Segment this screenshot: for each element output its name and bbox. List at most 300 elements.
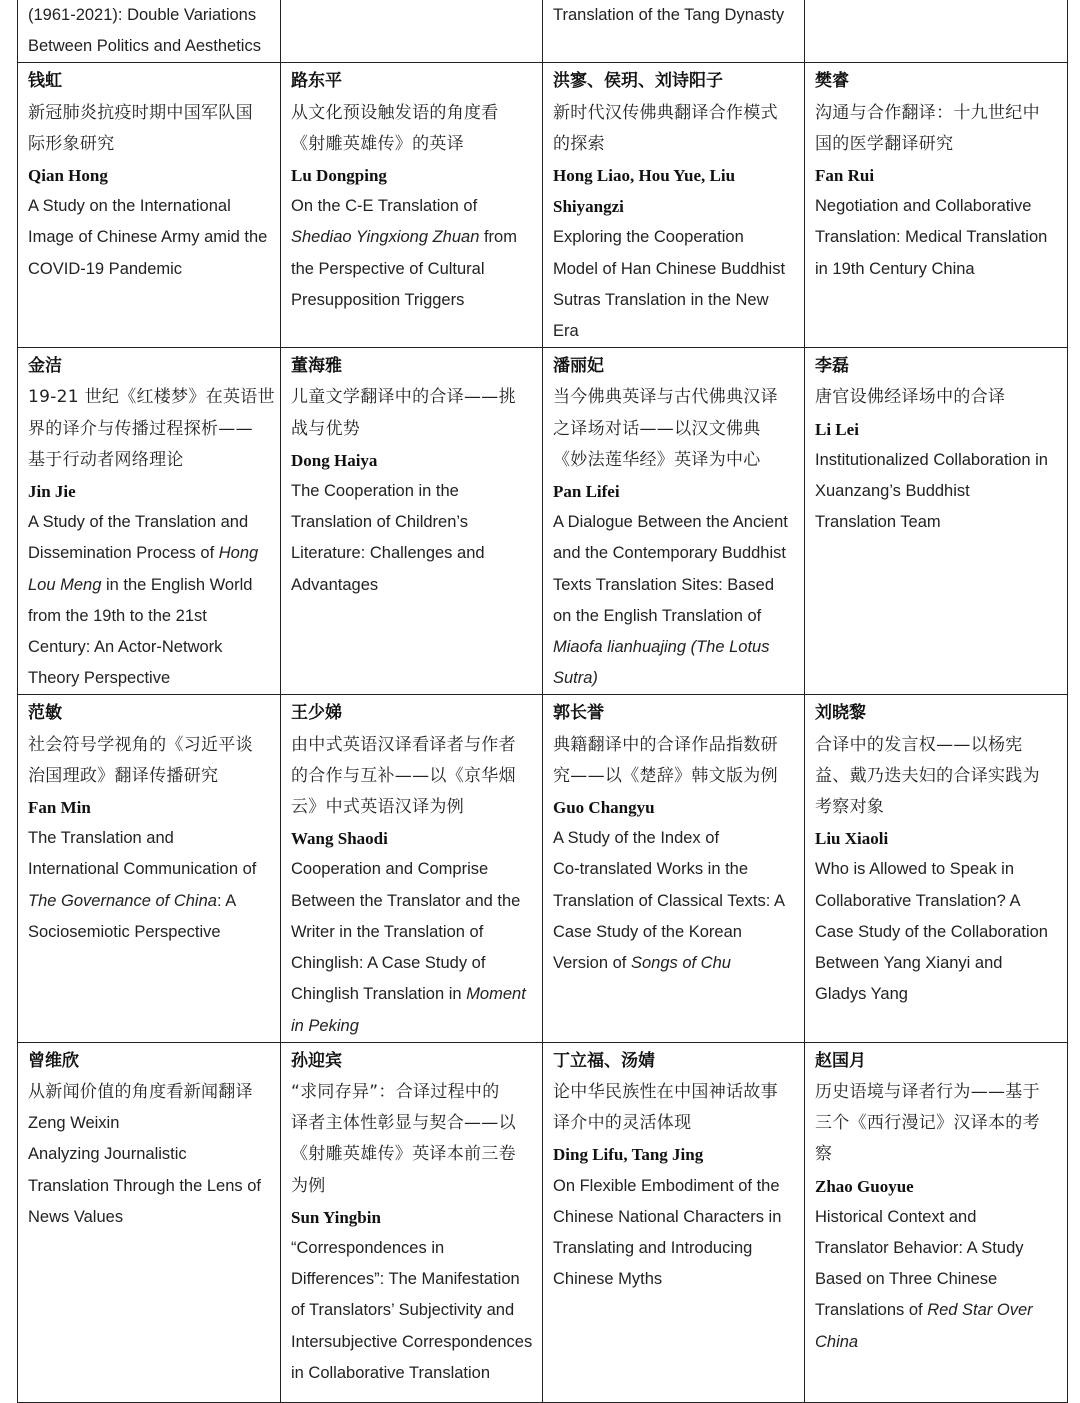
title-zh	[28, 414, 272, 445]
paper-entry-cell	[18, 1042, 281, 1402]
title-zh	[291, 1077, 534, 1108]
title-zh	[28, 445, 272, 476]
author-name-zh	[28, 698, 272, 729]
text-segment: Co-translated Works in the	[553, 860, 749, 879]
italic-title-text: The Governance of China	[28, 891, 217, 910]
text-segment: and the Contemporary Buddhist	[553, 544, 786, 563]
text-segment: 《射雕英雄传》的英译	[291, 133, 464, 154]
text-segment: Presupposition Triggers	[291, 290, 465, 309]
text-segment: from	[479, 228, 517, 247]
text-segment: Translation Team	[815, 513, 941, 532]
text-segment: Translator Behavior: A Study	[815, 1238, 1024, 1257]
title-zh	[815, 1139, 1059, 1170]
paper-entry-cell	[805, 0, 1068, 63]
title-en	[815, 507, 1059, 538]
paper-entry-cell	[805, 63, 1068, 348]
text-segment: Negotiation and Collaborative	[815, 197, 1032, 216]
title-zh	[28, 382, 275, 413]
author-name-zh	[815, 698, 1059, 729]
author-name-zh	[815, 66, 1059, 97]
paper-entry-cell	[543, 348, 805, 695]
text-segment: 孙迎宾	[291, 1050, 342, 1071]
author-name-en	[815, 160, 1059, 191]
title-zh	[815, 1108, 1059, 1139]
text-segment: 钱虹	[28, 71, 62, 92]
text-segment: 云》中式英语汉译为例	[291, 797, 464, 818]
text-segment: Ding Lifu, Tang Jing	[553, 1145, 704, 1165]
table-row	[18, 348, 1068, 695]
author-name-zh	[291, 351, 534, 382]
text-segment: The Translation and	[28, 829, 174, 848]
text-segment: 论中华民族性在中国神话故事	[553, 1081, 778, 1102]
title-en	[28, 1171, 272, 1202]
text-segment: Exploring the Cooperation	[553, 228, 744, 247]
text-segment: Case Study of the Collaboration	[815, 922, 1048, 941]
title-zh	[553, 414, 796, 445]
title-en	[815, 1327, 1059, 1358]
title-en	[553, 917, 796, 948]
text-segment: 际形象研究	[28, 133, 115, 154]
text-segment: Intersubjective Correspondences	[291, 1332, 533, 1351]
title-en	[291, 1011, 534, 1042]
italic-title-text: Hong	[218, 544, 259, 563]
title-en	[28, 1139, 272, 1170]
text-segment: Literature: Challenges and	[291, 544, 485, 563]
italic-title-text: Miaofa lianhuajing (The Lotus	[553, 638, 770, 657]
paper-entry-cell	[18, 348, 281, 695]
title-en	[28, 663, 272, 694]
title-zh	[28, 730, 272, 761]
title-en	[553, 854, 796, 885]
title-en	[553, 316, 796, 347]
table-row	[18, 695, 1068, 1042]
title-zh	[28, 129, 272, 160]
title-en	[815, 1295, 1059, 1326]
author-name-en	[291, 1202, 534, 1233]
text-segment: On Flexible Embodiment of the	[553, 1176, 780, 1195]
paper-entry-cell	[543, 63, 805, 348]
text-segment: A Study of the Translation and	[28, 513, 249, 532]
title-zh	[553, 1108, 796, 1139]
text-segment: Collaborative Translation? A	[815, 891, 1021, 910]
text-segment: Dissemination Process of	[28, 544, 219, 563]
italic-title-text: Shediao Yingxiong Zhuan	[291, 228, 480, 247]
text-segment: Dong Haiya	[291, 450, 378, 470]
text-segment: 察	[815, 1144, 833, 1165]
title-en	[28, 854, 272, 885]
author-name-zh	[28, 351, 272, 382]
text-segment: 考察对象	[815, 797, 885, 818]
text-segment: Translation Through the Lens of	[28, 1176, 261, 1195]
title-zh	[28, 98, 272, 129]
italic-title-text: Songs of Chu	[630, 954, 731, 973]
text-segment: Translation of Children’s	[291, 513, 469, 532]
text-segment: 合译中的发言权——以杨宪	[815, 734, 1023, 755]
text-segment: 社会符号学视角的《习近平谈	[28, 734, 253, 755]
paper-entry-cell	[281, 348, 543, 695]
text-segment: 樊睿	[815, 71, 849, 92]
title-en	[28, 191, 272, 222]
title-en	[553, 1264, 796, 1295]
title-en	[291, 917, 534, 948]
title-zh	[291, 414, 534, 445]
text-segment: 基于行动者网络理论	[28, 449, 184, 470]
title-zh	[291, 792, 534, 823]
title-zh	[553, 445, 796, 476]
title-en	[28, 0, 272, 31]
italic-title-text: China	[815, 1332, 859, 1351]
text-segment: Theory Perspective	[28, 669, 171, 688]
title-en	[553, 507, 796, 538]
author-name-en	[28, 792, 272, 823]
text-segment: Translation: Medical Translation	[815, 228, 1048, 247]
author-name-en	[553, 160, 796, 191]
title-en	[553, 0, 796, 31]
text-segment: 为例	[291, 1175, 326, 1196]
title-en	[291, 222, 534, 253]
title-en	[815, 445, 1059, 476]
title-en	[291, 886, 534, 917]
text-segment: Cooperation and Comprise	[291, 860, 489, 879]
text-segment: News Values	[28, 1207, 124, 1226]
text-segment: 之译场对话——以汉文佛典	[553, 418, 761, 439]
text-segment: Chinglish Translation in	[291, 985, 467, 1004]
text-segment: A Study on the International	[28, 197, 231, 216]
title-en	[291, 507, 534, 538]
title-zh	[553, 730, 796, 761]
title-en	[553, 570, 796, 601]
title-zh	[815, 792, 1059, 823]
text-segment: 洪寥、侯玥、刘诗阳子	[553, 71, 723, 92]
title-en	[815, 917, 1059, 948]
paper-entry-cell	[18, 63, 281, 348]
text-segment: 《妙法莲华经》英译为中心	[553, 449, 761, 470]
table-row	[18, 63, 1068, 348]
author-name-zh	[815, 1046, 1059, 1077]
text-segment: 典籍翻译中的合译作品指数研	[553, 734, 778, 755]
title-en	[28, 1202, 272, 1233]
title-en	[291, 854, 534, 885]
title-zh	[291, 129, 534, 160]
text-segment: Zhao Guoyue	[815, 1176, 914, 1196]
title-en	[553, 948, 796, 979]
title-en	[291, 285, 534, 316]
title-en	[815, 886, 1059, 917]
text-segment: 沟通与合作翻译：十九世纪中	[815, 102, 1040, 123]
text-segment: Analyzing Journalistic	[28, 1145, 187, 1164]
text-segment: in the English World	[101, 575, 253, 594]
text-segment: of Translators’ Subjectivity and	[291, 1301, 515, 1320]
text-segment: : A	[216, 891, 237, 910]
text-segment: 从文化预设触发语的角度看	[291, 102, 499, 123]
title-zh	[553, 382, 796, 413]
title-en	[815, 1202, 1059, 1233]
author-name-en	[553, 191, 796, 222]
text-segment: Image of Chinese Army amid the	[28, 228, 268, 247]
text-segment: 历史语境与译者行为——基于	[815, 1081, 1040, 1102]
text-segment: in Collaborative Translation	[291, 1363, 491, 1382]
title-en	[28, 570, 272, 601]
text-segment: Between the Translator and the	[291, 891, 521, 910]
text-segment: Writer in the Translation of	[291, 922, 484, 941]
title-en	[291, 476, 534, 507]
title-en	[291, 948, 534, 979]
title-en	[291, 1264, 534, 1295]
paper-entry-cell	[805, 1042, 1068, 1402]
title-zh	[291, 382, 534, 413]
author-name-zh	[815, 351, 1059, 382]
text-segment: (1961-2021): Double Variations	[28, 6, 257, 24]
author-name-en	[815, 1171, 1059, 1202]
text-segment: Li Lei	[815, 419, 859, 439]
text-segment: “Correspondences in	[291, 1238, 445, 1257]
title-en	[815, 948, 1059, 979]
title-en	[28, 507, 272, 538]
text-segment: Lu Dongping	[291, 166, 387, 186]
author-name-en	[815, 414, 1059, 445]
text-segment: A Study of the Index of	[553, 829, 720, 848]
paper-list-table	[17, 0, 1068, 1403]
italic-title-text: Moment	[466, 985, 526, 1004]
text-segment: 丁立福、汤婧	[553, 1050, 655, 1071]
title-en	[815, 979, 1059, 1010]
text-segment: Chinese Myths	[553, 1270, 663, 1289]
text-segment: The Cooperation in the	[291, 482, 459, 501]
title-en	[553, 1233, 796, 1264]
text-segment: 潘丽妃	[553, 356, 604, 377]
text-segment: Translation of Classical Texts: A	[553, 891, 786, 910]
text-segment: 当今佛典英译与古代佛典汉译	[553, 387, 778, 408]
text-segment: 董海雅	[291, 356, 342, 377]
paper-entry-cell	[281, 0, 543, 63]
text-segment: 刘晓黎	[815, 703, 866, 724]
title-zh	[28, 1077, 272, 1108]
text-segment: Fan Rui	[815, 166, 875, 186]
title-en	[291, 979, 534, 1010]
text-segment: 新时代汉传佛典翻译合作模式	[553, 102, 778, 123]
text-segment: Chinese National Characters in	[553, 1207, 782, 1226]
title-en	[815, 191, 1059, 222]
title-zh	[553, 761, 796, 792]
title-zh	[815, 730, 1059, 761]
title-zh	[28, 761, 272, 792]
title-en	[553, 632, 796, 663]
author-name-zh	[553, 351, 796, 382]
author-name-en	[291, 823, 534, 854]
title-en	[28, 254, 272, 285]
title-zh	[815, 98, 1059, 129]
title-en	[28, 886, 272, 917]
paper-entry-cell	[281, 695, 543, 1042]
title-en	[291, 1327, 534, 1358]
title-en	[553, 886, 796, 917]
text-segment: 由中式英语汉译看译者与作者	[291, 734, 516, 755]
title-en	[291, 1233, 534, 1264]
text-segment: Differences”: The Manifestation	[291, 1270, 520, 1289]
author-name-zh	[553, 66, 796, 97]
author-name-zh	[291, 66, 534, 97]
author-name-en	[291, 160, 534, 191]
text-segment: 新冠肺炎抗疫时期中国军队国	[28, 102, 253, 123]
text-segment: 唐官设佛经译场中的合译	[815, 387, 1006, 408]
text-segment: On the C-E Translation of	[291, 197, 478, 216]
title-en	[815, 222, 1059, 253]
title-en	[28, 222, 272, 253]
text-segment: Gladys Yang	[815, 985, 908, 1004]
text-segment: Hong Liao, Hou Yue, Liu	[553, 166, 736, 186]
text-segment: 译者主体性彰显与契合——以	[291, 1113, 516, 1134]
title-zh	[815, 129, 1059, 160]
paper-entry-cell	[18, 695, 281, 1042]
table-row	[18, 0, 1068, 63]
author-name-zh	[28, 1046, 272, 1077]
text-segment: the Perspective of Cultural	[291, 259, 485, 278]
text-segment: Based on Three Chinese	[815, 1270, 998, 1289]
title-en	[553, 254, 796, 285]
author-name-en	[291, 445, 534, 476]
text-segment: 《射雕英雄传》英译本前三卷	[291, 1144, 516, 1165]
paper-entry-cell	[805, 348, 1068, 695]
text-segment: Model of Han Chinese Buddhist	[553, 259, 786, 278]
title-en	[815, 854, 1059, 885]
title-zh	[291, 98, 534, 129]
text-segment: 治国理政》翻译传播研究	[28, 765, 219, 786]
text-segment: Guo Changyu	[553, 798, 655, 818]
text-segment: 王少娣	[291, 703, 342, 724]
title-en	[28, 1108, 272, 1139]
text-segment: 儿童文学翻译中的合译——挑	[291, 387, 516, 408]
text-segment: 范敏	[28, 703, 62, 724]
title-zh	[291, 1171, 534, 1202]
paper-entry-cell	[805, 695, 1068, 1042]
title-en	[553, 1202, 796, 1233]
paper-entry-cell	[281, 63, 543, 348]
author-name-zh	[291, 1046, 534, 1077]
author-name-en	[815, 823, 1059, 854]
text-segment: 路东平	[291, 71, 342, 92]
text-segment: 赵国月	[815, 1050, 866, 1071]
paper-entry-cell	[543, 1042, 805, 1402]
title-en	[815, 254, 1059, 285]
title-en	[28, 917, 272, 948]
text-segment: Between Politics and Aesthetics	[28, 37, 261, 56]
title-en	[291, 538, 534, 569]
title-en	[28, 823, 272, 854]
text-segment: Jin Jie	[28, 482, 76, 502]
text-segment: Who is Allowed to Speak in	[815, 860, 1015, 879]
paper-entry-cell	[543, 0, 805, 63]
author-name-zh	[291, 698, 534, 729]
text-segment: 曾维欣	[28, 1050, 79, 1071]
italic-title-text: Sutra)	[553, 669, 598, 688]
title-en	[28, 31, 272, 62]
text-segment: 金洁	[28, 356, 62, 377]
text-segment: 的探索	[553, 133, 605, 154]
title-zh	[815, 382, 1059, 413]
title-en	[815, 1233, 1059, 1264]
author-name-en	[553, 792, 796, 823]
title-zh	[553, 98, 796, 129]
title-en	[553, 538, 796, 569]
title-en	[291, 1295, 534, 1326]
text-segment: Liu Xiaoli	[815, 829, 889, 849]
title-en	[291, 1358, 534, 1389]
paper-entry-cell	[543, 695, 805, 1042]
text-segment: Fan Min	[28, 798, 91, 818]
text-segment: Chinglish: A Case Study of	[291, 954, 486, 973]
paper-entry-cell	[18, 0, 281, 63]
text-segment: Translations of	[815, 1301, 928, 1320]
text-segment: 译介中的灵活体现	[553, 1113, 692, 1134]
author-name-en	[553, 476, 796, 507]
title-zh	[815, 761, 1059, 792]
italic-title-text: Lou Meng	[28, 575, 102, 594]
title-en	[553, 1171, 796, 1202]
paper-list-body	[18, 0, 1068, 1402]
text-segment: Historical Context and	[815, 1207, 977, 1226]
text-segment: Sun Yingbin	[291, 1207, 381, 1227]
title-en	[815, 476, 1059, 507]
text-segment: 究——以《楚辞》韩文版为例	[553, 765, 778, 786]
text-segment: Pan Lifei	[553, 482, 620, 502]
text-segment: Shiyangzi	[553, 197, 624, 217]
italic-title-text: in Peking	[291, 1016, 359, 1035]
text-segment: 的合作与互补——以《京华烟	[291, 765, 516, 786]
text-segment: International Communication of	[28, 860, 257, 879]
text-segment: in 19th Century China	[815, 259, 975, 278]
title-en	[28, 538, 272, 569]
text-segment: 李磊	[815, 356, 849, 377]
paper-entry-cell	[281, 1042, 543, 1402]
text-segment: Sociosemiotic Perspective	[28, 922, 221, 941]
table-row	[18, 1042, 1068, 1402]
title-en	[815, 1264, 1059, 1295]
text-segment: Advantages	[291, 575, 379, 594]
text-segment: Institutionalized Collaboration in	[815, 450, 1048, 469]
title-en	[553, 663, 796, 694]
author-name-zh	[553, 698, 796, 729]
text-segment: 19-21 世纪《红楼梦》在英语世	[28, 387, 275, 408]
text-segment: Translation of the Tang Dynasty	[553, 6, 785, 24]
text-segment: 界的译介与传播过程探析——	[28, 418, 253, 439]
text-segment: Between Yang Xianyi and	[815, 954, 1003, 973]
text-segment: on the English Translation of	[553, 606, 762, 625]
italic-title-text: Red Star Over	[927, 1301, 1033, 1320]
title-en	[291, 191, 534, 222]
text-segment: Texts Translation Sites: Based	[553, 575, 775, 594]
text-segment: Case Study of the Korean	[553, 922, 742, 941]
text-segment: Xuanzang’s Buddhist	[815, 482, 970, 501]
text-segment: Version of	[553, 954, 631, 973]
author-name-zh	[553, 1046, 796, 1077]
title-en	[553, 222, 796, 253]
text-segment: Wang Shaodi	[291, 829, 388, 849]
text-segment: Century: An Actor-Network	[28, 638, 223, 657]
text-segment: 战与优势	[291, 418, 361, 439]
text-segment: Zeng Weixin	[28, 1114, 120, 1133]
author-name-en	[28, 160, 272, 191]
text-segment: A Dialogue Between the Ancient	[553, 513, 788, 532]
text-segment: COVID-19 Pandemic	[28, 259, 183, 278]
title-zh	[291, 1108, 534, 1139]
title-zh	[553, 1077, 796, 1108]
author-name-zh	[28, 66, 272, 97]
author-name-en	[28, 476, 272, 507]
text-segment: 益、戴乃迭夫妇的合译实践为	[815, 765, 1040, 786]
title-en	[28, 601, 272, 632]
title-en	[28, 632, 272, 663]
text-segment: 三个《西行漫记》汉译本的考	[815, 1113, 1040, 1134]
